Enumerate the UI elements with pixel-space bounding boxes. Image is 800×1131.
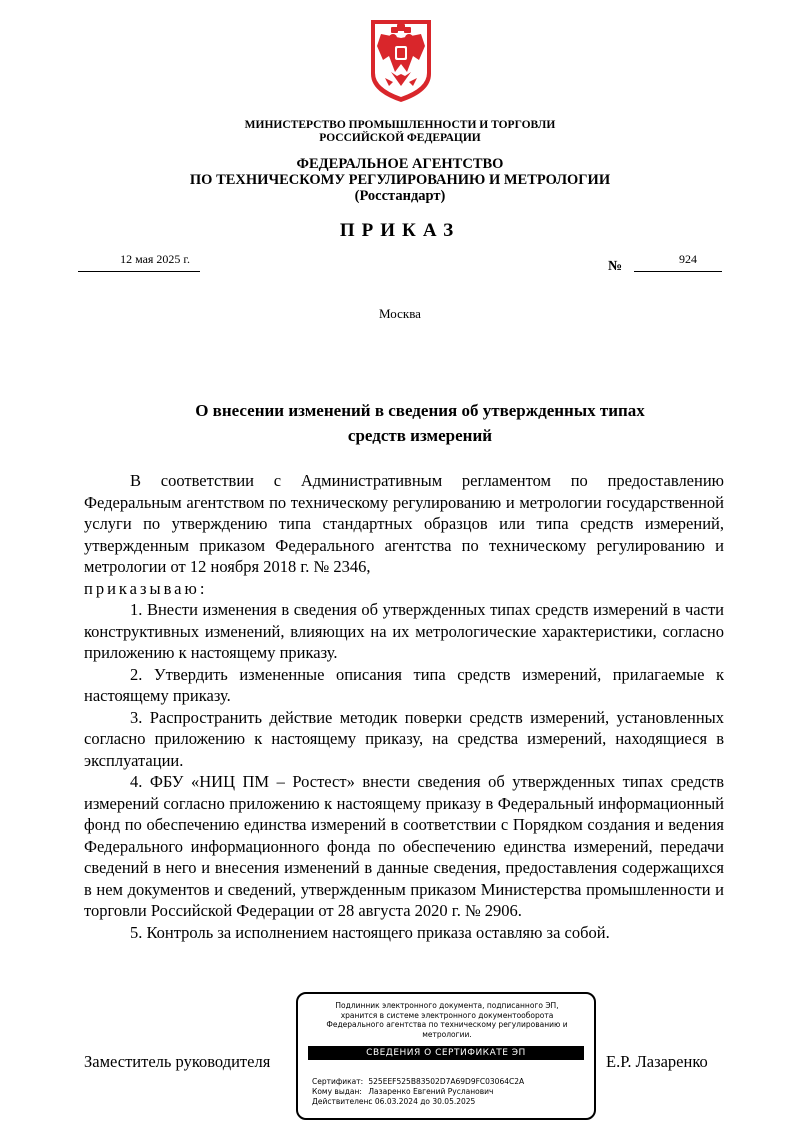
stamp-note: [306, 1001, 588, 1039]
item-4: 4. ФБУ «НИЦ ПМ – Ростест» внести сведения об утвержденных типах средств измерений согласно приложению к настоящему приказу в Федеральный информационный фонд по обеспечению единства измерений в соответствии с Порядком создания и ведения Федерального информационного фонда по обеспечению единства измерений, передачи сведений в него и внесения изменений в данные сведения, предоставления содержащихся в нем документов и сведений, утвержденным приказом Министерства промышленности и торговли Российской Федерации от 28 августа 2020 г. № 2906.: [84, 772, 724, 920]
item-2: 2. Утвердить измененные описания типа средств измерений, прилагаемые к настоящему приказу.: [84, 664, 724, 705]
item-5: 5. Контроль за исполнением настоящего приказа оставляю за собой.: [130, 922, 610, 942]
signatory-name: Е.Р. Лазаренко: [606, 1052, 708, 1071]
decree-word: приказываю:: [84, 578, 208, 598]
order-title: ПРИКАЗ: [339, 220, 461, 241]
valid-label: Действителен:: [312, 1097, 371, 1106]
item-3: 3. Распространить действие методик поверки средств измерений, установленных согласно приложению к настоящему приказу, на средства измерений, находящиеся в эксплуатации.: [84, 707, 724, 770]
city: Москва: [379, 306, 421, 321]
issued-value: Лазаренко Евгений Русланович: [368, 1087, 494, 1096]
number-sign: №: [608, 259, 623, 274]
cert-label: Сертификат:: [312, 1077, 364, 1086]
cert-value: 525EEF525B83502D7A69D9FC03064C2A: [368, 1077, 525, 1086]
order-body: [84, 470, 724, 943]
stamp-valid-row: [312, 1097, 524, 1107]
preamble: В соответствии с Административным регламентом по предоставлению Федеральным агентством по техническому регулированию и метрологии государственной услуги по утверждению типа стандартных образцов или типа средств измерений, утвержденным приказом Федерального агентства по техническому регулированию и метрологии от 12 ноября 2018 г. № 2346,: [84, 471, 724, 576]
stamp-note-line-2: хранится в системе электронного документооборота: [340, 1010, 554, 1020]
order-number: 924: [634, 252, 722, 272]
stamp-note-line-3: Федерального агентства по техническому регулированию и: [326, 1020, 568, 1029]
order-subject: [0, 398, 800, 448]
agency-line-2: ПО ТЕХНИЧЕСКОМУ РЕГУЛИРОВАНИЮ И МЕТРОЛОГИИ: [189, 172, 611, 188]
signatory-role: Заместитель руководителя: [84, 1052, 271, 1071]
order-date: 12 мая 2025 г.: [78, 252, 200, 272]
agency-line-1: ФЕДЕРАЛЬНОЕ АГЕНТСТВО: [296, 156, 504, 172]
ministry-name: [0, 119, 800, 145]
stamp-note-line-1: Подлинник электронного документа, подписанного ЭП,: [335, 1001, 559, 1010]
issued-label: Кому выдан:: [312, 1087, 362, 1096]
stamp-issued-row: [312, 1087, 524, 1097]
valid-value: с 06.03.2024 до 30.05.2025: [368, 1097, 476, 1106]
ministry-line-1: МИНИСТЕРСТВО ПРОМЫШЛЕННОСТИ И ТОРГОВЛИ: [244, 119, 556, 131]
agency-line-3: (Росстандарт): [354, 188, 446, 204]
stamp-note-line-4: метрологии.: [422, 1029, 472, 1039]
stamp-cert-row: [312, 1077, 524, 1087]
stamp-certificate-header: СВЕДЕНИЯ О СЕРТИФИКАТЕ ЭП: [308, 1046, 584, 1060]
subject-line-1: О внесении изменений в сведения об утвержденных типах: [195, 401, 645, 420]
subject-line-2: средств измерений: [347, 426, 493, 445]
agency-name: [0, 156, 800, 204]
item-1: 1. Внести изменения в сведения об утвержденных типах средств измерений в части конструктивных изменений, влияющих на их метрологические характеристики, согласно приложению к настоящему приказу.: [84, 600, 724, 662]
e-signature-stamp: [296, 992, 596, 1120]
ministry-line-2: РОССИЙСКОЙ ФЕДЕРАЦИИ: [319, 132, 481, 144]
coat-of-arms-icon: [367, 16, 435, 104]
stamp-details: [312, 1077, 524, 1107]
